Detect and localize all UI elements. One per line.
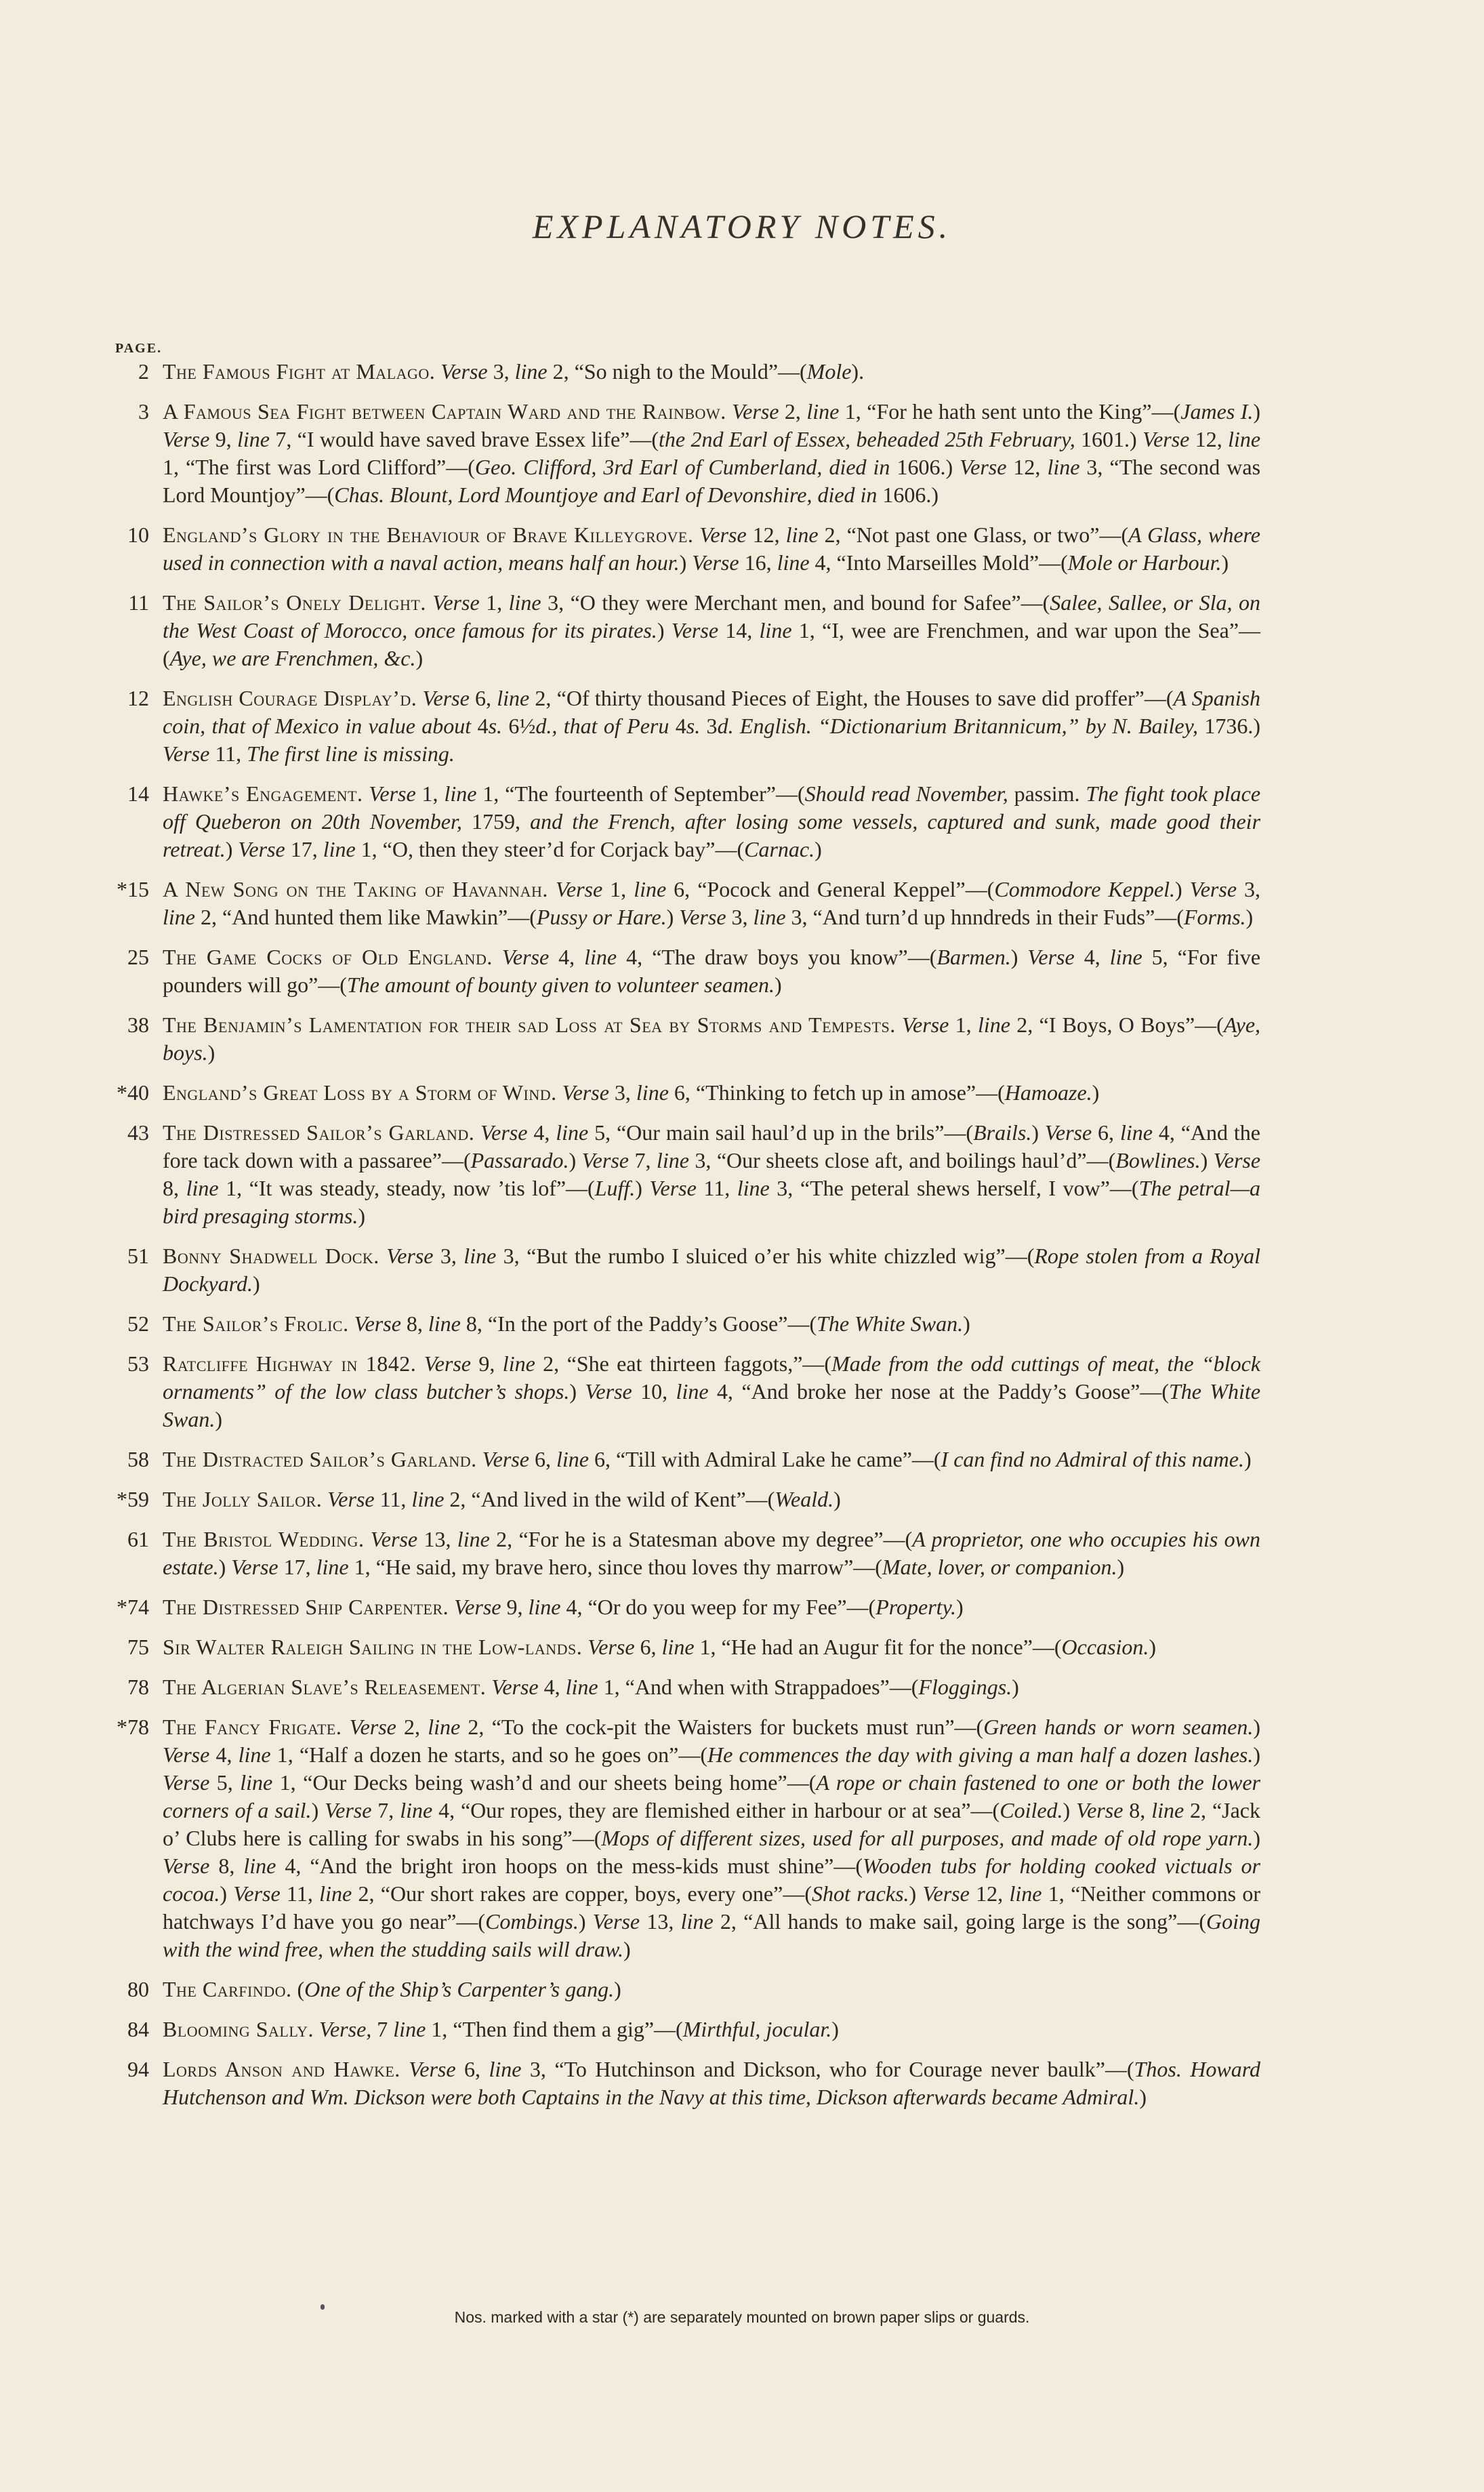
footer-note: Nos. marked with a star (*) are separately mounted on brown paper slips or guards. xyxy=(454,2308,1030,2326)
note-body: Verse 9, line 2, “She eat thirteen faggots,”—(Made from the odd cuttings of meat, the “block ornaments” of the low class butcher’s shops.) Verse 10, line 4, “And broke her nose at the Paddy’s Goose”—(The White Swan.) xyxy=(163,1351,1261,1431)
note-body: Verse 2, line 1, “For he hath sent unto the King”—(James I.) Verse 9, line 7, “I would have saved brave Essex life”—(the 2nd Earl of Essex, beheaded 25th February, 1601.) Verse 12, line 1, “The first was Lord Clifford”—(Geo. Clifford, 3rd Earl of Cumberland, died in 1606.) Verse 12, line 3, “The second was Lord Mountjoy”—(Chas. Blount, Lord Mountjoye and Earl of Devonshire, died in 1606.) xyxy=(163,399,1261,507)
note-entry xyxy=(108,1633,1260,1661)
note-song-title: Blooming Sally. xyxy=(163,2017,314,2041)
note-page-number: 51 xyxy=(127,1244,149,1268)
note-song-title: England’s Great Loss by a Storm of Wind. xyxy=(163,1080,557,1105)
print-speck xyxy=(321,2304,325,2310)
note-page-number: 38 xyxy=(127,1013,149,1037)
note-page-number: 84 xyxy=(127,2017,149,2041)
note-entry xyxy=(108,1350,1260,1433)
note-body: Verse 6, line 1, “He had an Augur fit for the nonce”—(Occasion.) xyxy=(588,1635,1157,1659)
note-page-number: 61 xyxy=(127,1527,149,1551)
note-song-title: Lords Anson and Hawke. xyxy=(163,2057,400,2081)
note-body: Verse 11, line 2, “And lived in the wild of Kent”—(Weald.) xyxy=(327,1487,841,1511)
note-body: Verse 1, line 3, “O they were Merchant men, and bound for Safee”—(Salee, Sallee, or Sla, on the West Coast of Morocco, once famous for its pirates.) Verse 14, line 1, “I, wee are Frenchmen, and war upon the Sea”—(Aye, we are Frenchmen, &c.) xyxy=(163,590,1261,670)
note-entry xyxy=(108,1673,1260,1701)
note-body: Verse 3, line 2, “So nigh to the Mould”—(Mole). xyxy=(440,359,865,384)
note-body: Verse 1, line 2, “I Boys, O Boys”—(Aye, boys.) xyxy=(163,1013,1261,1065)
note-entry xyxy=(108,589,1260,672)
note-song-title: The Sailor’s Frolic. xyxy=(163,1311,349,1336)
note-song-title: The Famous Fight at Malago. xyxy=(163,359,436,384)
note-page-number: *78 xyxy=(117,1715,149,1739)
note-entry xyxy=(108,1486,1260,1513)
note-song-title: The Benjamin’s Lamentation for their sad Loss at Sea by Storms and Tempests. xyxy=(163,1013,896,1037)
note-song-title: The Distressed Sailor’s Garland. xyxy=(163,1120,475,1145)
note-page-number: 43 xyxy=(127,1120,149,1145)
note-song-title: The Game Cocks of Old England. xyxy=(163,945,493,969)
page-title: EXPLANATORY NOTES. xyxy=(532,207,952,245)
note-song-title: English Courage Display’d. xyxy=(163,686,417,710)
note-body: Verse 6, line 2, “Of thirty thousand Pieces of Eight, the Houses to save did proffer”—(A Spanish coin, that of Mexico in value about 4s. 6½d., that of Peru 4s. 3d. English. “Dictionarium Britannicum,” by N. Bailey, 1736.) Verse 11, The first line is missing. xyxy=(163,686,1261,766)
note-song-title: England’s Glory in the Behaviour of Brave Killeygrove. xyxy=(163,523,694,547)
note-entry xyxy=(108,1713,1260,1963)
note-entry xyxy=(108,2056,1260,2111)
note-body: Verse 4, line 5, “Our main sail haul’d up in the brils”—(Brails.) Verse 6, line 4, “And the fore tack down with a passaree”—(Passarado.) Verse 7, line 3, “Our sheets close aft, and boilings haul’d”—(Bowlines.) Verse 8, line 1, “It was steady, steady, now ’tis lof”—(Luff.) Verse 11, line 3, “The peteral shews herself, I vow”—(The petral—a bird presaging storms.) xyxy=(163,1120,1261,1228)
note-song-title: A Famous Sea Fight between Captain Ward and the Rainbow. xyxy=(163,399,726,424)
note-body: Verse 8, line 8, “In the port of the Paddy’s Goose”—(The White Swan.) xyxy=(354,1311,970,1336)
note-entry xyxy=(108,685,1260,768)
note-page-number: *59 xyxy=(117,1487,149,1511)
note-body: Verse 6, line 6, “Till with Admiral Lake he came”—(I can find no Admiral of this name.) xyxy=(482,1447,1252,1471)
note-body: Verse, 7 line 1, “Then find them a gig”—(Mirthful, jocular.) xyxy=(318,2017,839,2041)
note-song-title: The Distracted Sailor’s Garland. xyxy=(163,1447,477,1471)
note-entry xyxy=(108,1310,1260,1338)
note-page-number: 58 xyxy=(127,1447,149,1471)
note-entry xyxy=(108,521,1260,577)
note-entry xyxy=(108,1593,1260,1621)
note-body: Verse 2, line 2, “To the cock-pit the Waisters for buckets must run”—(Green hands or worn seamen.) Verse 4, line 1, “Half a dozen he starts, and so he goes on”—(He commences the day with giving a man half a dozen lashes.) Verse 5, line 1, “Our Decks being wash’d and our sheets being home”—(A rope or chain fastened to one or both the lower corners of a sail.) Verse 7, line 4, “Our ropes, they are flemished either in harbour or at sea”—(Coiled.) Verse 8, line 2, “Jack o’ Clubs here is calling for swabs in his song”—(Mops of different sizes, used for all purposes, and made of old rope yarn.) Verse 8, line 4, “And the bright iron hoops on the mess-kids must shine”—(Wooden tubs for holding cooked victuals or cocoa.) Verse 11, line 2, “Our short rakes are copper, boys, every one”—(Shot racks.) Verse 12, line 1, “Neither commons or hatchways I’d have you go near”—(Combings.) Verse 13, line 2, “All hands to make sail, going large is the song”—(Going with the wind free, when the studding sails will draw.) xyxy=(163,1715,1261,1961)
note-song-title: Sir Walter Raleigh Sailing in the Low-lands. xyxy=(163,1635,583,1659)
note-body: Verse 4, line 4, “The draw boys you know”—(Barmen.) Verse 4, line 5, “For five pounders will go”—(The amount of bounty given to volunteer seamen.) xyxy=(163,945,1261,997)
note-song-title: Bonny Shadwell Dock. xyxy=(163,1244,379,1268)
note-entry xyxy=(108,358,1260,386)
note-page-number: 11 xyxy=(128,590,149,615)
note-page-number: 10 xyxy=(127,523,149,547)
note-entry xyxy=(108,1011,1260,1067)
note-page-number: 25 xyxy=(127,945,149,969)
note-page-number: *74 xyxy=(117,1595,149,1619)
note-song-title: Ratcliffe Highway in 1842. xyxy=(163,1351,417,1376)
note-body: Verse 6, line 3, “To Hutchinson and Dickson, who for Courage never baulk”—(Thos. Howard Hutchenson and Wm. Dickson were both Captains in the Navy at this time, Dickson afterwards became Admiral.) xyxy=(163,2057,1261,2109)
note-song-title: The Fancy Frigate. xyxy=(163,1715,342,1739)
note-song-title: The Bristol Wedding. xyxy=(163,1527,365,1551)
note-page-number: 2 xyxy=(138,359,149,384)
note-entry xyxy=(108,1079,1260,1107)
note-page-number: *40 xyxy=(117,1080,149,1105)
note-song-title: A New Song on the Taking of Havannah. xyxy=(163,877,548,901)
note-body: Verse 13, line 2, “For he is a Statesman above my degree”—(A proprietor, one who occupies his own estate.) Verse 17, line 1, “He said, my brave hero, since thou loves thy marrow”—(Mate, lover, or companion.) xyxy=(163,1527,1261,1579)
note-body: Verse 12, line 2, “Not past one Glass, or two”—(A Glass, where used in connection with a naval action, means half an hour.) Verse 16, line 4, “Into Marseilles Mold”—(Mole or Harbour.) xyxy=(163,523,1261,575)
note-body: Verse 4, line 1, “And when with Strappadoes”—(Floggings.) xyxy=(491,1675,1019,1699)
note-entry xyxy=(108,1119,1260,1230)
notes-list xyxy=(108,358,1260,2123)
note-song-title: The Carfindo. xyxy=(163,1977,292,2001)
note-entry xyxy=(108,780,1260,863)
note-page-number: 12 xyxy=(127,686,149,710)
note-body: Verse 9, line 4, “Or do you weep for my Fee”—(Property.) xyxy=(454,1595,964,1619)
page-column-label: PAGE. xyxy=(115,341,163,356)
note-entry xyxy=(108,398,1260,509)
note-body: Verse 1, line 1, “The fourteenth of September”—(Should read November, passim. The fight took place off Queberon on 20th November, 1759, and the French, after losing some vessels, captured and sunk, made good their retreat.) Verse 17, line 1, “O, then they steer’d for Corjack bay”—(Carnac.) xyxy=(163,781,1261,861)
note-body: Verse 1, line 6, “Pocock and General Keppel”—(Commodore Keppel.) Verse 3, line 2, “And hunted them like Mawkin”—(Pussy or Hare.) Verse 3, line 3, “And turn’d up hnndreds in their Fuds”—(Forms.) xyxy=(163,877,1261,929)
note-entry xyxy=(108,1976,1260,2003)
note-song-title: The Jolly Sailor. xyxy=(163,1487,323,1511)
note-entry xyxy=(108,876,1260,931)
note-song-title: Hawke’s Engagement. xyxy=(163,781,363,806)
note-entry xyxy=(108,943,1260,999)
note-page-number: 94 xyxy=(127,2057,149,2081)
note-page-number: 75 xyxy=(127,1635,149,1659)
note-body: (One of the Ship’s Carpenter’s gang.) xyxy=(291,1977,621,2001)
note-entry xyxy=(108,1526,1260,1581)
note-page-number: 78 xyxy=(127,1675,149,1699)
note-page-number: 14 xyxy=(127,781,149,806)
note-song-title: The Distressed Ship Carpenter. xyxy=(163,1595,449,1619)
note-body: Verse 3, line 3, “But the rumbo I sluiced o’er his white chizzled wig”—(Rope stolen from a Royal Dockyard.) xyxy=(163,1244,1261,1296)
note-page-number: 3 xyxy=(138,399,149,424)
note-entry xyxy=(108,2016,1260,2043)
note-page-number: 52 xyxy=(127,1311,149,1336)
note-body: Verse 3, line 6, “Thinking to fetch up in amose”—(Hamoaze.) xyxy=(562,1080,1100,1105)
note-song-title: The Algerian Slave’s Releasement. xyxy=(163,1675,487,1699)
note-page-number: *15 xyxy=(117,877,149,901)
note-page-number: 53 xyxy=(127,1351,149,1376)
note-page-number: 80 xyxy=(127,1977,149,2001)
note-entry xyxy=(108,1446,1260,1473)
note-entry xyxy=(108,1242,1260,1298)
note-song-title: The Sailor’s Onely Delight. xyxy=(163,590,426,615)
